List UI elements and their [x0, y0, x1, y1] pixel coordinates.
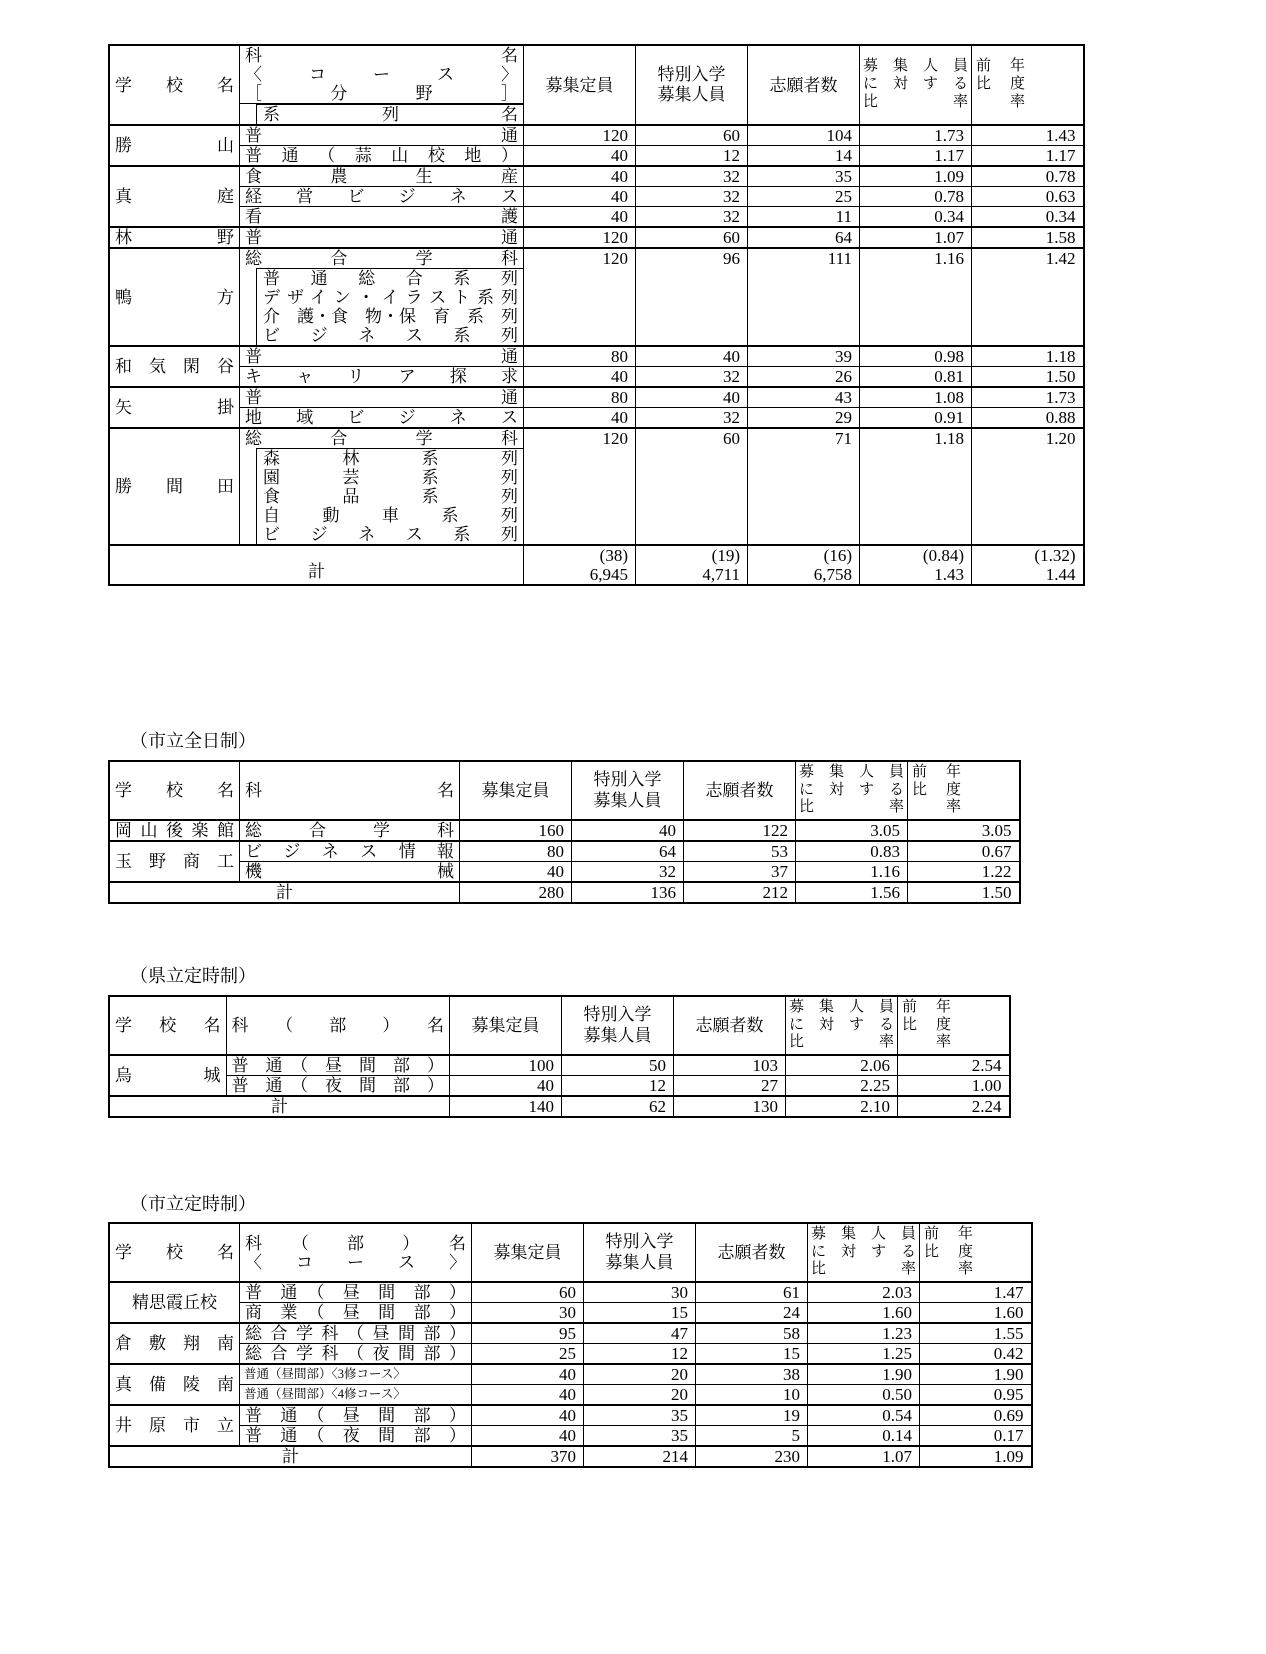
cell-prev: 1.20: [972, 428, 1084, 545]
cell-quota: 120: [524, 125, 636, 146]
table-row: [109, 1282, 1032, 1303]
cell-rate: 1.73: [860, 125, 972, 146]
cell-total-label: 計: [109, 1096, 450, 1117]
cell-special: 12: [584, 1344, 696, 1365]
cell-rate: 2.25: [786, 1076, 898, 1097]
cell-school: 精思霞丘校: [109, 1282, 240, 1323]
cell-rate: 0.83: [796, 841, 908, 862]
cell-course: 総 合 学 科: [240, 428, 524, 448]
cell-prev: 0.42: [920, 1344, 1032, 1365]
cell-special: 40: [572, 820, 684, 841]
cell-prev: 1.17: [972, 146, 1084, 167]
caption-prefectural-parttime: （県立定時制）: [130, 966, 256, 986]
cell-prev: 1.18: [972, 346, 1084, 367]
cell-applicants: 39: [748, 346, 860, 367]
header-school: 学 校 名: [109, 45, 240, 125]
cell-total-prev: 1.09: [920, 1446, 1032, 1467]
cell-total-special: 4,711: [636, 565, 748, 585]
cell-rate: 0.98: [860, 346, 972, 367]
cell-total-prev-paren: (1.32): [972, 545, 1084, 565]
cell-total-label: 計: [109, 545, 524, 585]
table-prefectural-fulltime: [108, 44, 1085, 586]
cell-prev: 1.43: [972, 125, 1084, 146]
header-applicants: 志願者数: [748, 45, 860, 125]
table-header-row: [109, 761, 1020, 820]
cell-course: キ ャ リ ア 探 求: [240, 367, 524, 388]
cell-prev: 0.63: [972, 187, 1084, 207]
table-row: [109, 207, 1084, 228]
cell-course: 総 合 学 科: [240, 820, 460, 841]
cell-applicants: 14: [748, 146, 860, 167]
cell-special: 32: [636, 207, 748, 228]
table-row: [109, 146, 1084, 167]
cell-total-label: 計: [109, 1446, 472, 1467]
cell-quota: 40: [524, 146, 636, 167]
cell-prev: 0.67: [908, 841, 1020, 862]
table-row: [109, 125, 1084, 146]
cell-course: 総 合 学 科 （ 昼 間 部 ）: [240, 1323, 472, 1344]
cell-school: 和 気 閑 谷: [109, 346, 240, 387]
cell-series: 自 動 車 系 列: [240, 506, 524, 525]
header-course-name: 科 名: [240, 761, 460, 820]
cell-course: 普 通: [240, 125, 524, 146]
cell-course: 普 通 （ 昼 間 部 ）: [226, 1055, 450, 1076]
header-applicants: 志願者数: [696, 1223, 808, 1282]
table-row: [109, 1385, 1032, 1406]
table-row: [109, 1055, 1010, 1076]
header-prev-year-ratio: 前 年 比 度 率: [908, 761, 1020, 820]
cell-rate: 2.03: [808, 1282, 920, 1303]
cell-special: 50: [562, 1055, 674, 1076]
cell-applicants: 35: [748, 166, 860, 187]
cell-total-quota-paren: (38): [524, 545, 636, 565]
cell-course: 普通（昼間部）〈3修コース〉: [240, 1364, 472, 1385]
cell-course: 普 通 （ 昼 間 部 ）: [240, 1405, 472, 1426]
cell-school: 倉 敷 翔 南: [109, 1323, 240, 1364]
header-rate-vs-quota: 募 集 人 員 に 対 す る 比 率: [796, 761, 908, 820]
cell-quota: 40: [524, 367, 636, 388]
cell-course: 普 通: [240, 346, 524, 367]
cell-applicants: 27: [674, 1076, 786, 1097]
table-municipal-parttime-wrapper: [108, 1222, 1033, 1468]
cell-prev: 2.54: [898, 1055, 1010, 1076]
cell-total-rate-paren: (0.84): [860, 545, 972, 565]
total-row: [109, 545, 1084, 565]
cell-applicants: 5: [696, 1426, 808, 1447]
cell-rate: 0.50: [808, 1385, 920, 1406]
cell-quota: 80: [524, 387, 636, 408]
cell-special: 32: [572, 862, 684, 883]
cell-special: 40: [636, 387, 748, 408]
table-row: [109, 1405, 1032, 1426]
cell-applicants: 61: [696, 1282, 808, 1303]
cell-applicants: 43: [748, 387, 860, 408]
cell-special: 60: [636, 428, 748, 545]
cell-applicants: 37: [684, 862, 796, 883]
cell-prev: 1.90: [920, 1364, 1032, 1385]
header-quota: 募集定員: [460, 761, 572, 820]
cell-course: 地 域 ビ ジ ネ ス: [240, 408, 524, 429]
cell-rate: 1.25: [808, 1344, 920, 1365]
cell-prev: 0.34: [972, 207, 1084, 228]
cell-school: 矢 掛: [109, 387, 240, 428]
cell-quota: 160: [460, 820, 572, 841]
cell-rate: 1.09: [860, 166, 972, 187]
cell-quota: 25: [472, 1344, 584, 1365]
cell-applicants: 104: [748, 125, 860, 146]
cell-school: 真 庭: [109, 166, 240, 227]
cell-series: 園 芸 系 列: [240, 468, 524, 487]
cell-total-quota: 6,945: [524, 565, 636, 585]
header-rate-vs-quota: 募 集 人 員 に 対 す る 比 率: [786, 996, 898, 1055]
header-rate-vs-quota: 募 集 人 員 に 対 す る 比 率: [860, 45, 972, 125]
cell-school: 井 原 市 立: [109, 1405, 240, 1446]
cell-quota: 40: [472, 1405, 584, 1426]
table-prefectural-parttime: [108, 995, 1011, 1118]
cell-series: ビ ジ ネ ス 系 列: [240, 326, 524, 346]
cell-rate: 0.78: [860, 187, 972, 207]
cell-school: 烏 城: [109, 1055, 226, 1096]
cell-rate: 1.90: [808, 1364, 920, 1385]
cell-rate: 0.91: [860, 408, 972, 429]
cell-prev: 1.47: [920, 1282, 1032, 1303]
cell-special: 32: [636, 166, 748, 187]
cell-course: 普 通 （ 夜 間 部 ）: [240, 1426, 472, 1447]
cell-quota: 40: [524, 166, 636, 187]
caption-municipal-fulltime: （市立全日制）: [130, 731, 256, 751]
header-prev-year-ratio: 前 年 比 度 率: [972, 45, 1084, 125]
cell-course: 食 農 生 産: [240, 166, 524, 187]
cell-prev: 1.50: [972, 367, 1084, 388]
header-applicants: 志願者数: [684, 761, 796, 820]
cell-total-prev: 1.44: [972, 565, 1084, 585]
table-header-row: [109, 1223, 1032, 1282]
table-row: [109, 1323, 1032, 1344]
table-municipal-fulltime: [108, 760, 1021, 904]
cell-applicants: 24: [696, 1303, 808, 1324]
caption-municipal-parttime: （市立定時制）: [130, 1194, 256, 1214]
cell-school: 岡山後楽館: [109, 820, 240, 841]
table-row: [109, 428, 1084, 448]
cell-series: 介 護・食 物・保 育 系 列: [240, 307, 524, 326]
cell-applicants: 38: [696, 1364, 808, 1385]
header-prev-year-ratio: 前 年 比 度 率: [920, 1223, 1032, 1282]
table-row: [109, 408, 1084, 429]
header-prev-year-ratio: 前 年 比 度 率: [898, 996, 1010, 1055]
header-school: 学 校 名: [109, 1223, 240, 1282]
cell-special: 12: [636, 146, 748, 167]
cell-total-rate: 2.10: [786, 1096, 898, 1117]
cell-special: 15: [584, 1303, 696, 1324]
cell-applicants: 122: [684, 820, 796, 841]
cell-quota: 100: [450, 1055, 562, 1076]
cell-course: 機 械: [240, 862, 460, 883]
table-row: [109, 820, 1020, 841]
table-municipal-fulltime-wrapper: [108, 760, 1021, 904]
table-prefectural-parttime-wrapper: [108, 995, 1011, 1118]
cell-prev: 1.00: [898, 1076, 1010, 1097]
cell-school: 林 野: [109, 227, 240, 248]
cell-school: 真 備 陵 南: [109, 1364, 240, 1405]
cell-applicants: 64: [748, 227, 860, 248]
cell-total-special-paren: (19): [636, 545, 748, 565]
table-row: [109, 1303, 1032, 1324]
cell-applicants: 10: [696, 1385, 808, 1406]
cell-prev: 1.55: [920, 1323, 1032, 1344]
cell-total-applicants: 6,758: [748, 565, 860, 585]
cell-prev: 1.73: [972, 387, 1084, 408]
header-quota: 募集定員: [472, 1223, 584, 1282]
cell-quota: 30: [472, 1303, 584, 1324]
cell-quota: 40: [460, 862, 572, 883]
header-series-name: 系 列 名: [240, 104, 524, 126]
cell-school: 鴨 方: [109, 248, 240, 346]
cell-rate: 1.23: [808, 1323, 920, 1344]
cell-special: 35: [584, 1405, 696, 1426]
header-applicants: 志願者数: [674, 996, 786, 1055]
header-quota: 募集定員: [450, 996, 562, 1055]
cell-course: 経 営 ビ ジ ネ ス: [240, 187, 524, 207]
cell-total-label: 計: [109, 882, 460, 903]
cell-applicants: 111: [748, 248, 860, 346]
cell-prev: 1.22: [908, 862, 1020, 883]
cell-applicants: 25: [748, 187, 860, 207]
cell-quota: 80: [460, 841, 572, 862]
cell-course: 総 合 学 科 （ 夜 間 部 ）: [240, 1344, 472, 1365]
cell-special: 32: [636, 408, 748, 429]
total-row: [109, 882, 1020, 903]
header-course-name: 科 名 〈 コ ー ス 〉 ［ 分 野 ］: [240, 45, 524, 104]
cell-school: 勝 山: [109, 125, 240, 166]
cell-series: ビ ジ ネ ス 系 列: [240, 525, 524, 545]
cell-course: 普 通: [240, 227, 524, 248]
cell-course: 普通（昼間部）〈4修コース〉: [240, 1385, 472, 1406]
cell-series: 森 林 系 列: [240, 448, 524, 468]
cell-series: デザイン・イラスト系列: [240, 288, 524, 307]
cell-special: 32: [636, 367, 748, 388]
table-header-row: [109, 45, 1084, 104]
cell-special: 35: [584, 1426, 696, 1447]
cell-quota: 40: [472, 1426, 584, 1447]
cell-course: ビ ジ ネ ス 情 報: [240, 841, 460, 862]
cell-total-applicants: 130: [674, 1096, 786, 1117]
cell-total-prev: 2.24: [898, 1096, 1010, 1117]
cell-course: 看 護: [240, 207, 524, 228]
header-special-quota: 特別入学 募集人員: [562, 996, 674, 1055]
cell-applicants: 103: [674, 1055, 786, 1076]
cell-series: 普 通 総 合 系 列: [240, 268, 524, 288]
cell-prev: 0.17: [920, 1426, 1032, 1447]
cell-total-quota: 140: [450, 1096, 562, 1117]
table-row: [109, 367, 1084, 388]
header-dept-part-name: 科 （ 部 ） 名: [226, 996, 450, 1055]
cell-special: 47: [584, 1323, 696, 1344]
cell-quota: 40: [472, 1385, 584, 1406]
cell-total-special: 214: [584, 1446, 696, 1467]
table-row: [109, 248, 1084, 268]
cell-applicants: 15: [696, 1344, 808, 1365]
cell-total-rate: 1.07: [808, 1446, 920, 1467]
cell-rate: 3.05: [796, 820, 908, 841]
cell-course: 総 合 学 科: [240, 248, 524, 268]
cell-rate: 1.60: [808, 1303, 920, 1324]
cell-total-applicants: 212: [684, 882, 796, 903]
cell-quota: 80: [524, 346, 636, 367]
cell-applicants: 53: [684, 841, 796, 862]
cell-prev: 0.69: [920, 1405, 1032, 1426]
cell-course: 普 通: [240, 387, 524, 408]
cell-total-quota: 280: [460, 882, 572, 903]
cell-rate: 1.17: [860, 146, 972, 167]
table-municipal-parttime: [108, 1222, 1033, 1468]
cell-course: 商 業 （ 昼 間 部 ）: [240, 1303, 472, 1324]
cell-prev: 1.42: [972, 248, 1084, 346]
cell-rate: 1.18: [860, 428, 972, 545]
cell-quota: 95: [472, 1323, 584, 1344]
cell-rate: 2.06: [786, 1055, 898, 1076]
cell-quota: 120: [524, 428, 636, 545]
header-dept-part-name: 科 （ 部 ） 名 〈 コ ー ス 〉: [240, 1223, 472, 1282]
cell-applicants: 11: [748, 207, 860, 228]
cell-series: 食 品 系 列: [240, 487, 524, 506]
cell-quota: 40: [450, 1076, 562, 1097]
cell-prev: 0.95: [920, 1385, 1032, 1406]
cell-special: 64: [572, 841, 684, 862]
cell-special: 12: [562, 1076, 674, 1097]
table-row: [109, 387, 1084, 408]
table-prefectural-fulltime-wrapper: [108, 44, 1085, 586]
cell-rate: 1.08: [860, 387, 972, 408]
cell-total-applicants: 230: [696, 1446, 808, 1467]
cell-total-applicants-paren: (16): [748, 545, 860, 565]
header-school: 学 校 名: [109, 761, 240, 820]
cell-special: 30: [584, 1282, 696, 1303]
cell-special: 32: [636, 187, 748, 207]
table-row: [109, 166, 1084, 187]
cell-rate: 1.07: [860, 227, 972, 248]
cell-school: 勝 間 田: [109, 428, 240, 545]
cell-applicants: 26: [748, 367, 860, 388]
cell-total-rate: 1.43: [860, 565, 972, 585]
cell-applicants: 71: [748, 428, 860, 545]
cell-prev: 0.88: [972, 408, 1084, 429]
cell-total-special: 136: [572, 882, 684, 903]
cell-applicants: 29: [748, 408, 860, 429]
cell-quota: 40: [524, 187, 636, 207]
header-special-quota: 特別入学 募集人員: [636, 45, 748, 125]
cell-special: 20: [584, 1364, 696, 1385]
cell-rate: 0.34: [860, 207, 972, 228]
cell-school: 玉 野 商 工: [109, 841, 240, 882]
cell-course: 普 通 （ 蒜 山 校 地 ）: [240, 146, 524, 167]
header-special-quota: 特別入学 募集人員: [584, 1223, 696, 1282]
cell-total-prev: 1.50: [908, 882, 1020, 903]
total-row: [109, 1446, 1032, 1467]
cell-prev: 3.05: [908, 820, 1020, 841]
table-header-row: [109, 996, 1010, 1055]
cell-special: 60: [636, 227, 748, 248]
cell-quota: 120: [524, 248, 636, 346]
cell-special: 96: [636, 248, 748, 346]
cell-quota: 60: [472, 1282, 584, 1303]
cell-prev: 1.58: [972, 227, 1084, 248]
cell-course: 普 通 （ 夜 間 部 ）: [226, 1076, 450, 1097]
cell-special: 40: [636, 346, 748, 367]
header-special-quota: 特別入学 募集人員: [572, 761, 684, 820]
cell-course: 普 通 （ 昼 間 部 ）: [240, 1282, 472, 1303]
table-row: [109, 227, 1084, 248]
cell-total-quota: 370: [472, 1446, 584, 1467]
cell-quota: 40: [524, 408, 636, 429]
cell-applicants: 58: [696, 1323, 808, 1344]
total-row: [109, 1096, 1010, 1117]
table-row: [109, 187, 1084, 207]
cell-quota: 120: [524, 227, 636, 248]
table-row: [109, 841, 1020, 862]
cell-applicants: 19: [696, 1405, 808, 1426]
cell-rate: 0.54: [808, 1405, 920, 1426]
cell-rate: 0.14: [808, 1426, 920, 1447]
table-row: [109, 1364, 1032, 1385]
cell-rate: 1.16: [860, 248, 972, 346]
table-row: [109, 1344, 1032, 1365]
table-row: [109, 862, 1020, 883]
header-school: 学 校 名: [109, 996, 226, 1055]
table-row: [109, 1426, 1032, 1447]
cell-quota: 40: [524, 207, 636, 228]
cell-rate: 0.81: [860, 367, 972, 388]
cell-total-special: 62: [562, 1096, 674, 1117]
cell-rate: 1.16: [796, 862, 908, 883]
cell-special: 60: [636, 125, 748, 146]
cell-special: 20: [584, 1385, 696, 1406]
cell-quota: 40: [472, 1364, 584, 1385]
table-row: [109, 1076, 1010, 1097]
cell-prev: 1.60: [920, 1303, 1032, 1324]
header-quota: 募集定員: [524, 45, 636, 125]
header-rate-vs-quota: 募 集 人 員 に 対 す る 比 率: [808, 1223, 920, 1282]
cell-total-rate: 1.56: [796, 882, 908, 903]
cell-prev: 0.78: [972, 166, 1084, 187]
table-row: [109, 346, 1084, 367]
